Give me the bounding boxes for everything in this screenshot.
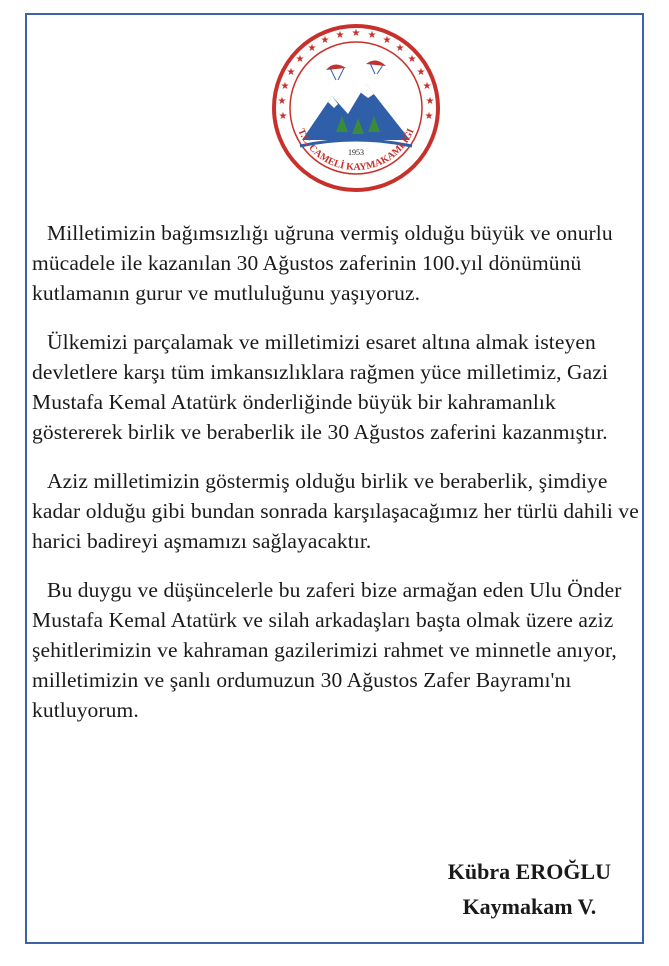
svg-text:★: ★ <box>335 30 345 41</box>
svg-text:★: ★ <box>425 96 435 107</box>
seal-logo <box>270 22 442 194</box>
seal-arc-text: T.C. CAMELİ KAYMAKAMLIĞI <box>295 126 417 174</box>
svg-text:★: ★ <box>286 67 296 78</box>
signature-block <box>448 854 611 924</box>
svg-text:★: ★ <box>351 28 361 39</box>
svg-text:★: ★ <box>295 54 305 65</box>
svg-text:★: ★ <box>395 43 405 54</box>
svg-text:★: ★ <box>277 96 287 107</box>
paragraph-3: Aziz milletimizin göstermiş olduğu birlik ve beraberlik, şimdiye kadar olduğu gibi bundan sonrada karşılaşacağımız her türlü dahili ve harici badireyi aşmamızı sağlayacaktır. <box>32 469 639 553</box>
signatory-title: Kaymakam V. <box>462 894 597 919</box>
svg-text:★: ★ <box>307 43 317 54</box>
svg-text:★: ★ <box>367 30 377 41</box>
paragraph-1: Milletimizin bağımsızlığı uğruna vermiş olduğu büyük ve onurlu mücadele ile kazanılan 30 Ağustos zaferinin 100.yıl dönümünü kutlamanın gurur ve mutluluğunu yaşıyoruz. <box>32 221 613 305</box>
top-rule <box>0 0 669 12</box>
paragraph-4: Bu duygu ve düşüncelerle bu zaferi bize armağan eden Ulu Önder Mustafa Kemal Atatürk ve silah arkadaşları başta olmak üzere aziz şehitlerimizin ve kahraman gazilerimizi rahmet ve minnetle anıyor, milletimizin ve şanlı ordumuzun 30 Ağustos Zafer Bayramı'nı kutluyorum. <box>32 578 622 722</box>
svg-text:★: ★ <box>422 81 432 92</box>
svg-text:★: ★ <box>424 111 434 122</box>
paragraph-2: Ülkemizi parçalamak ve milletimizi esaret altına almak isteyen devletlere karşı tüm imkansızlıklara rağmen yüce milletimiz, Gazi Mustafa Kemal Atatürk önderliğinde büyük bir kahramanlık göstererek birlik ve beraberlik ile 30 Ağustos zaferini kazanmıştır. <box>32 330 609 444</box>
svg-text:★: ★ <box>320 35 330 46</box>
svg-text:★: ★ <box>382 35 392 46</box>
svg-text:★: ★ <box>278 111 288 122</box>
message-body <box>32 218 644 744</box>
svg-text:★: ★ <box>407 54 417 65</box>
tree-icon <box>336 116 380 134</box>
svg-text:★: ★ <box>416 67 426 78</box>
svg-text:★: ★ <box>280 81 290 92</box>
signatory-name: Kübra EROĞLU <box>447 859 611 884</box>
seal-year: 1953 <box>348 148 364 157</box>
